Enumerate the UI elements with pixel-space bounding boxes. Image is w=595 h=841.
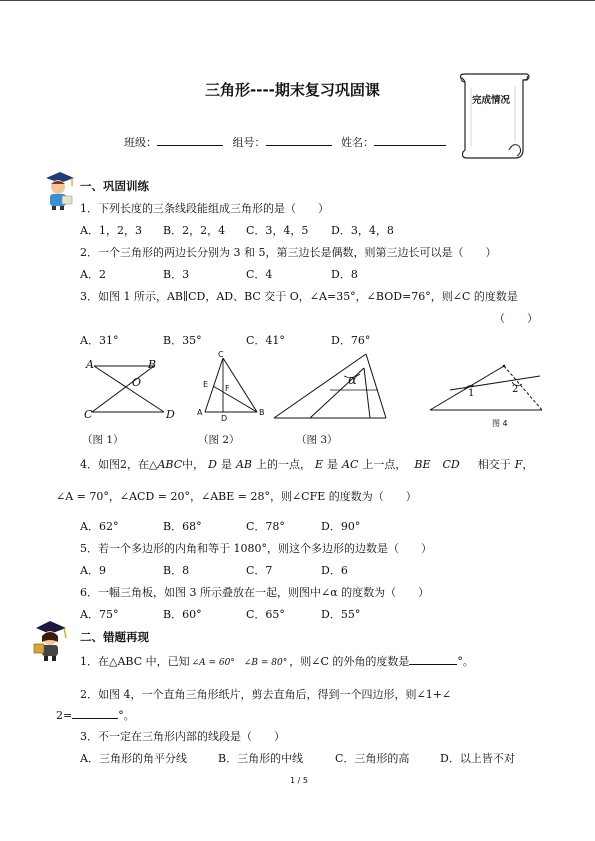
q5-option-b: B．8 — [163, 564, 190, 577]
r3-option-c: C．三角形的高 — [335, 752, 410, 765]
q6-option-a: A．75° — [80, 608, 119, 621]
fig1-label-b: B — [148, 358, 157, 371]
q2-option-a: A．2 — [80, 268, 106, 281]
r2-line1: 2．如图 4，一个直角三角形纸片，剪去直角后，得到一个四边形，则∠1+∠ — [80, 688, 452, 701]
r3-option-a: A．三角形的角平分线 — [80, 752, 187, 765]
q4-option-c: C．78° — [246, 520, 285, 533]
completion-scroll — [453, 72, 533, 162]
q4-e: E — [314, 458, 324, 471]
q4-f: F — [514, 458, 523, 471]
r2-text-start: 2= — [56, 709, 73, 722]
q3-stem: 3．如图 1 所示，AB∥CD，AD、BC 交于 O，∠A=35°，∠BOD=76°，则∠C 的度数是 — [80, 290, 518, 303]
q1-option-b: B．2，2，4 — [163, 224, 226, 237]
q4-text-1: 4．如图2，在△ — [80, 458, 158, 471]
q4-be: BE — [414, 458, 431, 471]
q6-option-c: C．65° — [246, 608, 285, 621]
figure-4 — [428, 360, 548, 414]
q2-option-d: D．8 — [331, 268, 358, 281]
q4-d: D — [208, 458, 217, 471]
q3-option-a: A．31° — [80, 334, 119, 347]
fig2-label-c: C — [218, 350, 224, 359]
r2-text-end: °。 — [118, 709, 135, 722]
r1-text-1: 1．在△ABC 中，已知 — [80, 655, 190, 668]
r2-answer-blank[interactable] — [72, 707, 118, 719]
fig1-label-c: C — [84, 408, 93, 421]
fig2-label-f: F — [225, 384, 230, 393]
r1-text-end: °。 — [457, 655, 474, 668]
q4-text-7: 相交于 — [477, 458, 511, 471]
section-heading-2: 二、错题再现 — [80, 630, 149, 644]
q4-option-b: B．68° — [163, 520, 202, 533]
q4-text-8: ， — [522, 458, 534, 471]
q4-option-d: D．90° — [321, 520, 361, 533]
q4-option-a: A．62° — [80, 520, 119, 533]
fig2-label-d: D — [221, 414, 228, 423]
r3-option-b: B．三角形的中线 — [218, 752, 304, 765]
figure-1 — [82, 356, 182, 422]
fig4-caption: 图 4 — [492, 419, 508, 428]
fig1-label-a: A — [86, 358, 94, 371]
q4-text-6: 上一点， — [362, 458, 407, 471]
r3-option-d: D．以上皆不对 — [440, 752, 515, 765]
scroll-icon — [453, 72, 533, 162]
top-border — [0, 0, 595, 1]
group-label: 组号： — [232, 136, 266, 149]
section-heading-1: 一、巩固训练 — [80, 179, 149, 193]
page-title: 三角形----期末复习巩固课 — [205, 81, 380, 99]
fig1-label-o: O — [132, 376, 142, 389]
q3-option-b: B．35° — [163, 334, 202, 347]
fig4-label-1: 1 — [468, 388, 475, 399]
class-label: 班级： — [124, 136, 157, 149]
q5-stem: 5．若一个多边形的内角和等于 1080°，则这个多边形的边数是（ ） — [80, 542, 432, 555]
name-field[interactable] — [374, 134, 446, 146]
r1-text-2: ，则∠C 的外角的度数是 — [289, 655, 410, 668]
r1-angles: ∠A = 60° ∠B = 80° — [191, 658, 288, 668]
fig4-label-2: 2 — [512, 384, 519, 395]
class-field[interactable] — [157, 134, 223, 146]
q4-line1 — [80, 456, 533, 472]
q1-option-c: C．3，4，5 — [246, 224, 309, 237]
teacher-mascot-icon — [30, 618, 70, 665]
page-number: 1 / 5 — [290, 776, 308, 785]
q4-text-2: 中， — [182, 458, 205, 471]
q4-line2: ∠A = 70°，∠ACD = 20°，∠ABE = 28°，则∠CFE 的度数为（ ） — [56, 490, 417, 503]
student-mascot-icon — [40, 170, 76, 213]
fig1-label-d: D — [166, 408, 175, 421]
fig2-label-e: E — [203, 380, 209, 389]
r3-stem: 3．不一定在三角形内部的线段是（ ） — [80, 730, 285, 743]
q4-ab: AB — [235, 458, 252, 471]
name-label: 姓名： — [341, 136, 374, 149]
r1-answer-blank[interactable] — [409, 653, 457, 665]
q5-option-a: A．9 — [80, 564, 106, 577]
fig2-label-a: A — [197, 408, 203, 417]
student-info-row — [124, 134, 446, 150]
q4-text-4: 上的一点， — [255, 458, 311, 471]
scroll-label: 完成情况 — [472, 95, 511, 106]
q4-ac: AC — [342, 458, 359, 471]
q3-option-d: D．76° — [331, 334, 371, 347]
figure-2 — [195, 352, 270, 424]
r2-line2 — [56, 707, 135, 723]
q1-option-d: D．3，4，8 — [331, 224, 394, 237]
q4-abc: ABC — [157, 458, 183, 471]
q6-option-d: D．55° — [321, 608, 361, 621]
figure-3 — [270, 350, 390, 422]
q5-option-d: D．6 — [321, 564, 348, 577]
q4-cd: CD — [442, 458, 460, 471]
q2-option-b: B．3 — [163, 268, 190, 281]
q3-answer-paren: （ ） — [494, 312, 538, 325]
q6-stem: 6．一幅三角板，如图 3 所示叠放在一起，则图中∠α 的度数为（ ） — [80, 586, 430, 599]
q5-option-c: C．7 — [246, 564, 273, 577]
q2-option-c: C．4 — [246, 268, 273, 281]
q2-stem: 2．一个三角形的两边长分别为 3 和 5，第三边长是偶数，则第三边长可以是（ ） — [80, 246, 497, 259]
q4-text-3: 是 — [220, 458, 232, 471]
fig3-label-alpha: α — [348, 373, 357, 388]
fig3-caption: （图 3） — [296, 434, 338, 446]
r1-line — [80, 653, 474, 669]
q6-option-b: B．60° — [163, 608, 202, 621]
fig2-label-b: B — [259, 408, 265, 417]
q1-stem: 1．下列长度的三条线段能组成三角形的是（ ） — [80, 202, 329, 215]
q1-option-a: A．1，2，3 — [80, 224, 142, 237]
group-field[interactable] — [266, 134, 332, 146]
q3-option-c: C．41° — [246, 334, 285, 347]
q4-text-5: 是 — [327, 458, 339, 471]
fig2-caption: （图 2） — [198, 434, 240, 446]
fig1-caption: （图 1） — [82, 434, 124, 446]
